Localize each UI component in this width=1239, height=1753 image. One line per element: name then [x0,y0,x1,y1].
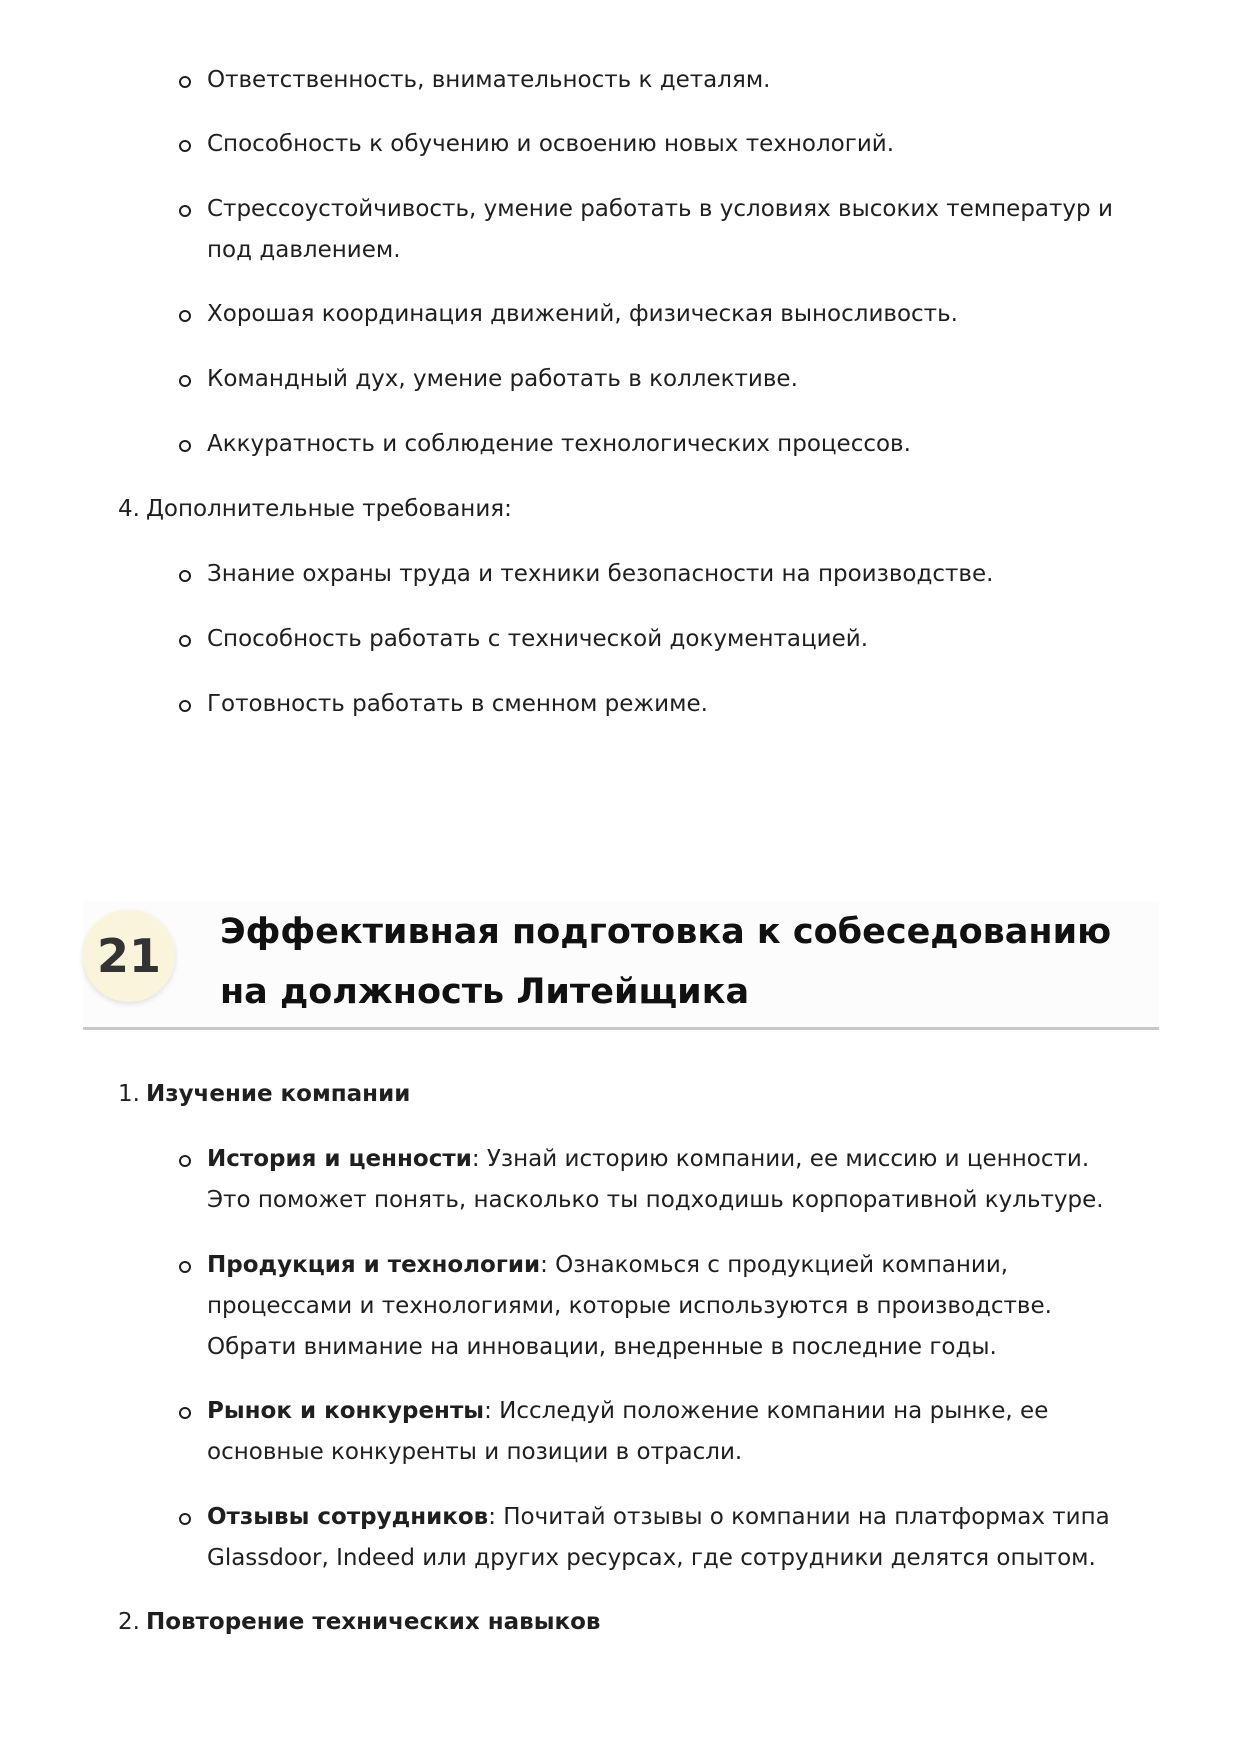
list-item: Способность к обучению и освоению новых технологий. [207,124,1137,165]
item-term: Отзывы сотрудников [207,1504,489,1530]
item-text: : Исследуй положение компании на рынке, ее основные конкуренты и позиции в отрасли. [207,1398,1049,1465]
section-title: Эффективная подготовка к собеседованию на должность Литейщика [220,912,1112,1012]
list-item [207,1497,1137,1579]
item-term: Рынок и конкуренты [207,1398,485,1424]
item-text: : Узнай историю компании, ее миссию и ценности. Это поможет понять, насколько ты подходишь корпоративной культуре. [207,1146,1104,1213]
item-text: : Почитай отзывы о компании на платформах типа Glassdoor, Indeed или других ресурсах, где сотрудники делятся опытом. [207,1504,1110,1571]
item-term: Продукция и технологии [207,1252,541,1278]
ordered-item-study-company [118,1074,410,1115]
ordered-item-technical-skills [118,1602,600,1643]
section-header [83,902,1159,1030]
list-item: Знание охраны труда и техники безопасности на производстве. [207,554,1137,595]
list-number: 2. [118,1609,140,1635]
list-label: Дополнительные требования: [145,496,512,522]
list-item: Стрессоустойчивость, умение работать в условиях высоких температур и под давлением. [207,189,1137,271]
list-item: Аккуратность и соблюдение технологических процессов. [207,424,1137,465]
list-label: Повторение технических навыков [145,1609,601,1635]
list-item [207,1245,1137,1368]
list-item: Ответственность, внимательность к деталям. [207,60,1137,101]
item-text: : Ознакомься с продукцией компании, процессами и технологиями, которые используются в производстве. Обрати внимание на инновации, внедренные в последние годы. [207,1252,1052,1360]
section-number-badge: 21 [83,910,175,1002]
ordered-item-additional-requirements [118,489,512,530]
list-number: 1. [118,1081,140,1107]
list-label: Изучение компании [145,1081,411,1107]
item-term: История и ценности [207,1146,472,1172]
list-item: Хорошая координация движений, физическая выносливость. [207,294,1137,335]
list-item: Готовность работать в сменном режиме. [207,684,1137,725]
list-item: Способность работать с технической документацией. [207,619,1137,660]
list-item [207,1391,1137,1473]
list-item: Командный дух, умение работать в коллективе. [207,359,1137,400]
list-item [207,1139,1137,1221]
list-number: 4. [118,496,140,522]
